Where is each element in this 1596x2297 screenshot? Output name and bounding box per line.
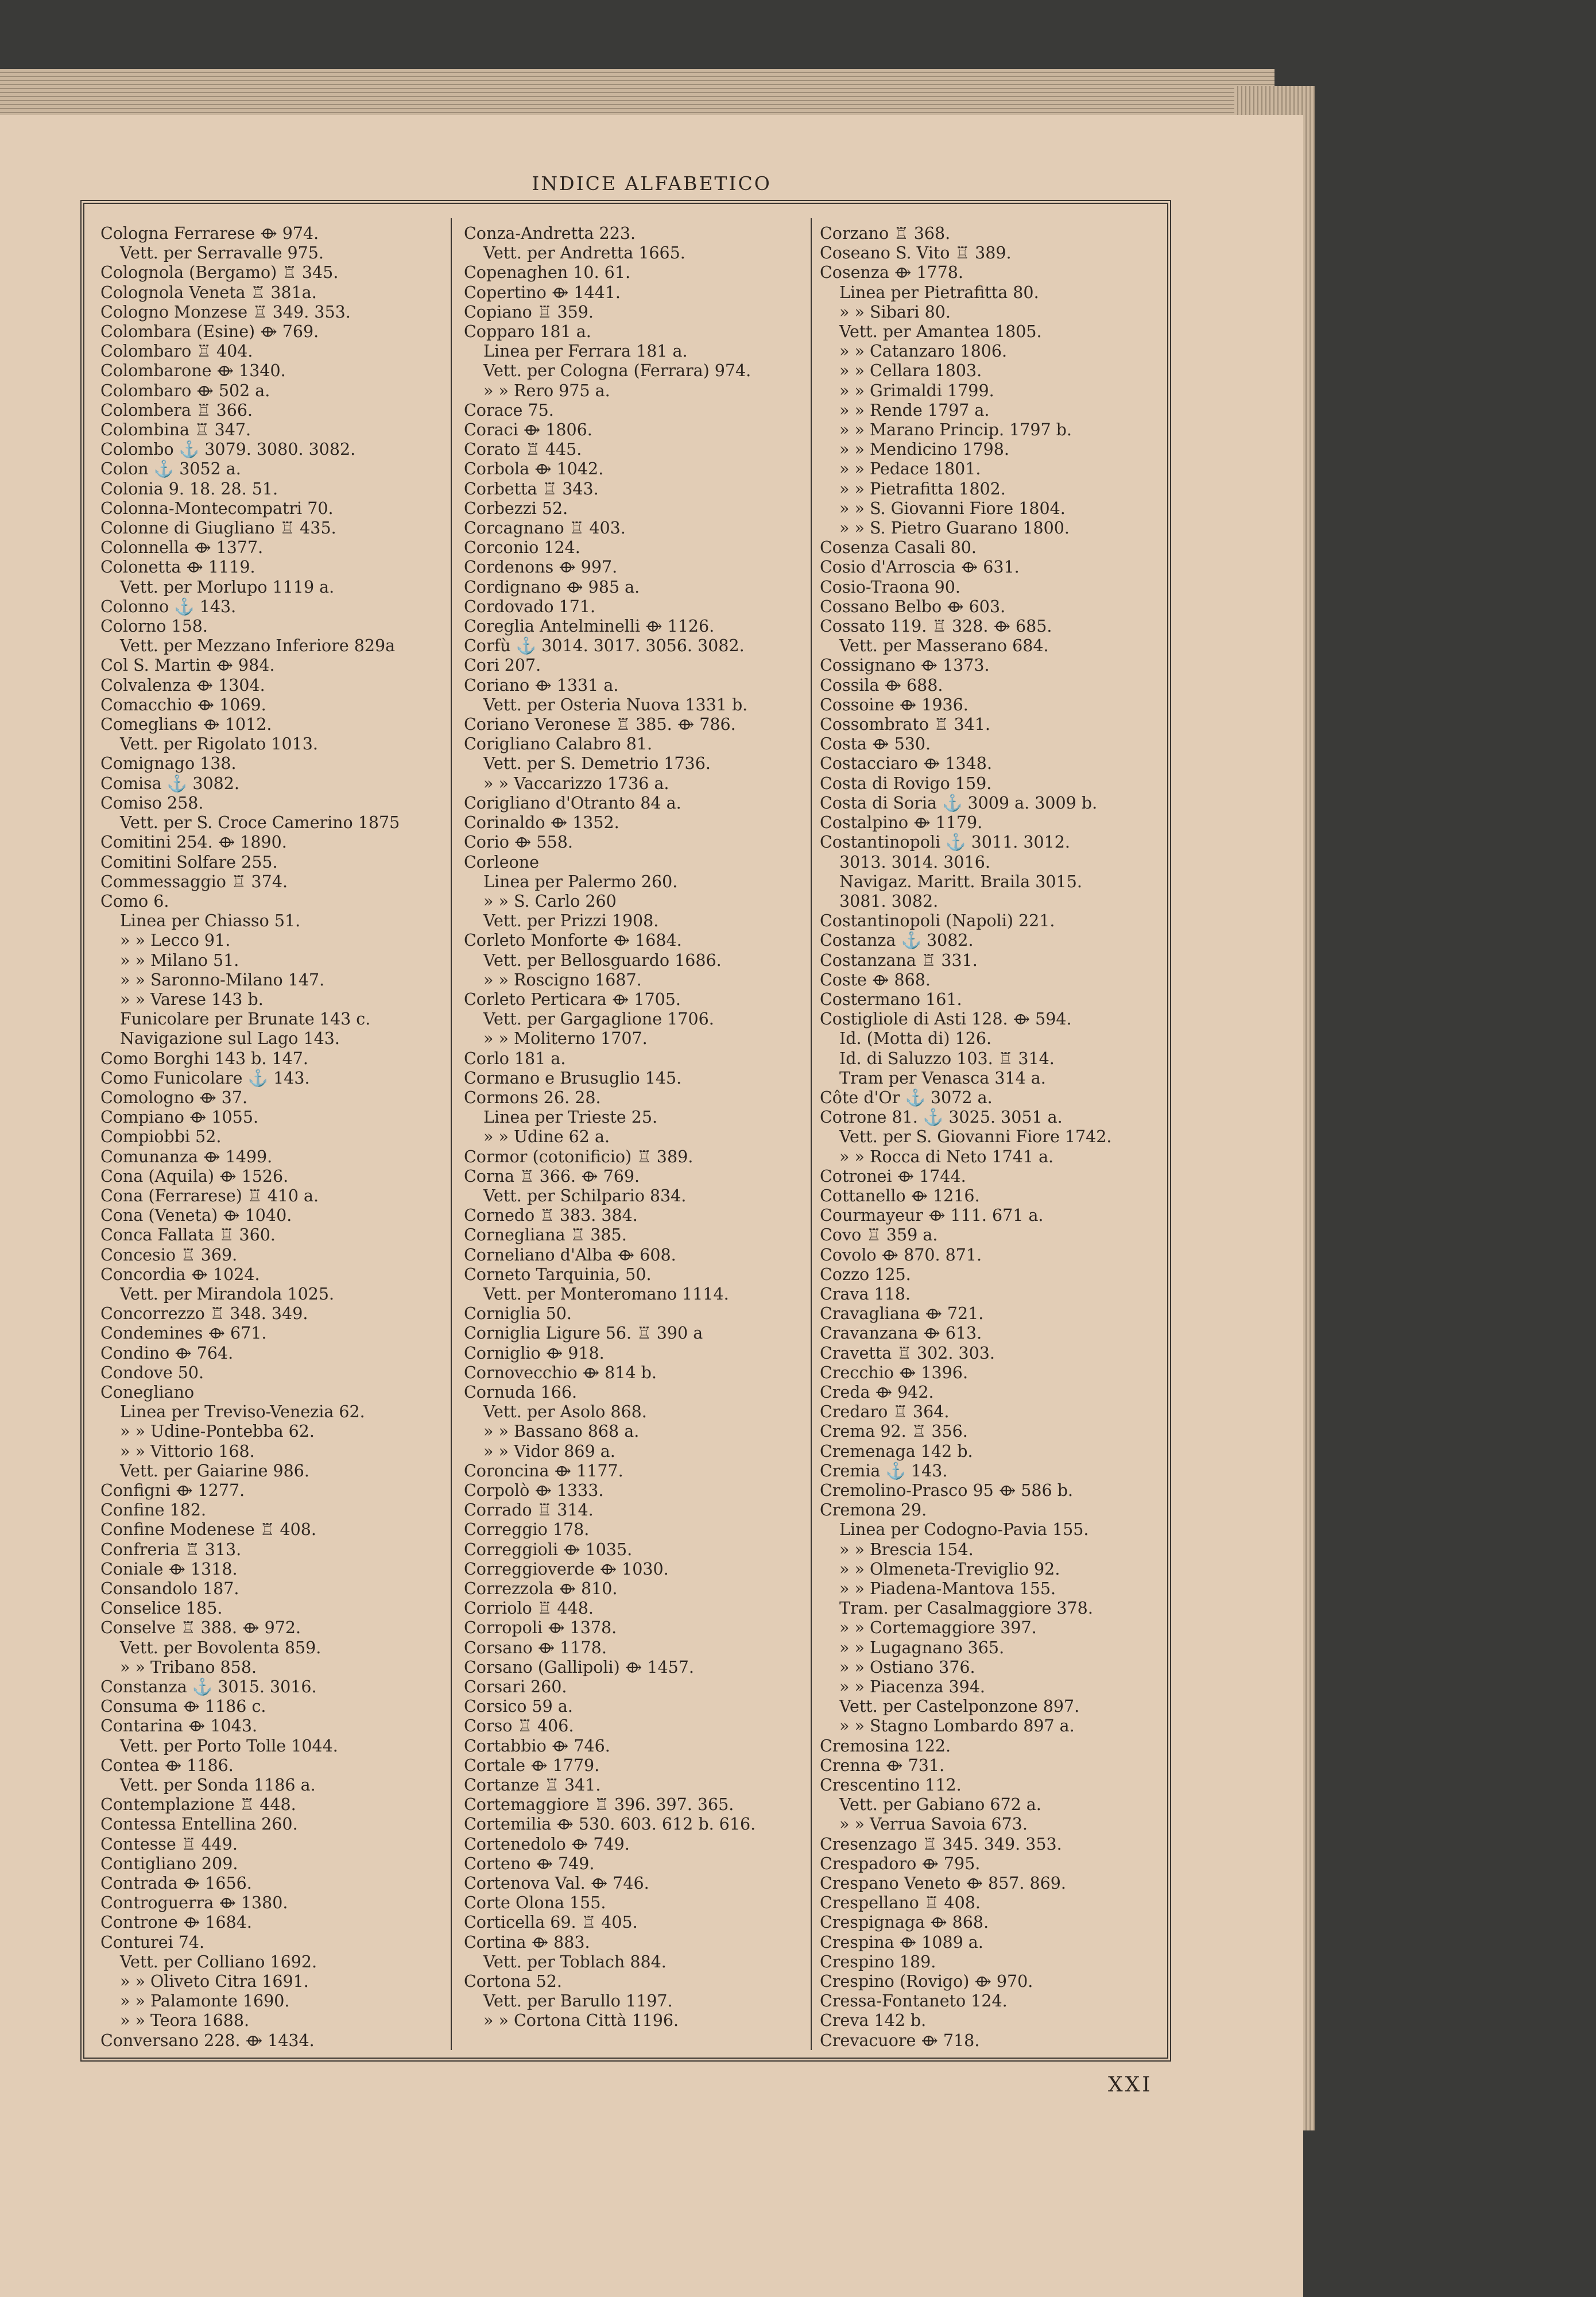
index-entry: Colonia 9. 18. 28. 51.	[100, 479, 278, 498]
index-entry: Costermano 161.	[820, 989, 962, 1009]
index-entry: » » Milano 51.	[120, 950, 239, 970]
index-entry: » » Cellara 1803.	[839, 361, 982, 381]
index-entry: Navigaz. Maritt. Braila 3015.	[839, 872, 1082, 891]
index-entry: Constanza ⚓ 3015. 3016.	[100, 1677, 317, 1697]
index-entry: Concesio ♖ 369.	[100, 1245, 238, 1264]
index-entry: » » Vittorio 168.	[120, 1441, 255, 1461]
index-entry: Confine 182.	[100, 1501, 207, 1520]
index-entry: Correggioverde ⟴ 1030.	[464, 1559, 669, 1579]
index-entry: Cozzo 125.	[820, 1264, 911, 1284]
index-entry: » » Rende 1797 a.	[839, 400, 990, 420]
index-entry: Credaro ♖ 364.	[820, 1402, 950, 1422]
index-entry: Crespellano ♖ 408.	[820, 1893, 981, 1913]
index-entry: Configni ⟴ 1277.	[100, 1481, 245, 1500]
index-entry: Costa di Soria ⚓ 3009 a. 3009 b.	[820, 793, 1098, 813]
index-entry: Corropoli ⟴ 1378.	[464, 1618, 617, 1638]
index-entry: Como 6.	[100, 891, 169, 911]
index-entry: Cordovado 171.	[464, 597, 596, 616]
index-entry: Corsano (Gallipoli) ⟴ 1457.	[464, 1657, 694, 1677]
index-entry: » » Piacenza 394.	[839, 1677, 985, 1697]
index-entry: Corniglia Ligure 56. ♖ 390 a	[464, 1324, 703, 1343]
index-entry: Cosenza ⟴ 1778.	[820, 263, 963, 283]
index-entry: » » Teora 1688.	[120, 2011, 250, 2031]
index-entry: Vett. per Mirandola 1025.	[120, 1284, 335, 1304]
index-entry: Cravanzana ⟴ 613.	[820, 1324, 982, 1343]
index-entry: Cossombrato ♖ 341.	[820, 715, 990, 734]
index-entry: » » Vaccarizzo 1736 a.	[483, 774, 669, 793]
index-entry: Cormano e Brusuglio 145.	[464, 1068, 682, 1088]
index-entry: Correggioli ⟴ 1035.	[464, 1540, 633, 1559]
index-column-2	[464, 224, 803, 2044]
index-entry: » » Sibari 80.	[839, 302, 951, 322]
index-entry: » » Olmeneta-Treviglio 92.	[839, 1559, 1060, 1579]
index-entry: Corcagnano ♖ 403.	[464, 519, 626, 538]
index-entry: Cortemaggiore ♖ 396. 397. 365.	[464, 1795, 734, 1815]
index-entry: Vett. per Monteromano 1114.	[483, 1284, 729, 1304]
index-entry: Controne ⟴ 1684.	[100, 1913, 252, 1932]
index-entry: Corbola ⟴ 1042.	[464, 459, 604, 479]
index-entry: Corigliano Calabro 81.	[464, 734, 653, 754]
index-entry: » » Marano Princip. 1797 b.	[839, 420, 1072, 440]
index-entry: Cornovecchio ⟴ 814 b.	[464, 1363, 657, 1382]
index-entry: Linea per Ferrara 181 a.	[483, 342, 688, 361]
index-entry: Col S. Martin ⟴ 984.	[100, 656, 275, 675]
index-entry: Cornegliana ♖ 385.	[464, 1225, 627, 1245]
index-entry: » » Palamonte 1690.	[120, 1991, 290, 2011]
index-entry: Vett. per Barullo 1197.	[483, 1991, 673, 2011]
index-entry: 3013. 3014. 3016.	[839, 852, 990, 872]
index-entry: Vett. per Serravalle 975.	[120, 243, 324, 263]
index-entry: Cremona 29.	[820, 1501, 927, 1520]
index-entry: Coriano ⟴ 1331 a.	[464, 675, 619, 695]
index-entry: Como Borghi 143 b. 147.	[100, 1049, 308, 1068]
index-entry: Contea ⟴ 1186.	[100, 1755, 234, 1775]
index-entry: Commessaggio ♖ 374.	[100, 872, 288, 891]
index-entry: Cressa-Fontaneto 124.	[820, 1991, 1008, 2011]
index-entry: Correggio 178.	[464, 1520, 590, 1540]
index-entry: » » Udine 62 a.	[483, 1127, 610, 1147]
index-entry: Vett. per Gargaglione 1706.	[483, 1010, 714, 1029]
index-entry: Confine Modenese ♖ 408.	[100, 1520, 316, 1540]
index-entry: Cravetta ♖ 302. 303.	[820, 1343, 995, 1363]
index-entry: » » Pedace 1801.	[839, 459, 981, 479]
index-entry: Cortona 52.	[464, 1972, 562, 1991]
index-entry: Navigazione sul Lago 143.	[120, 1029, 340, 1049]
index-entry: » » Ostiano 376.	[839, 1657, 975, 1677]
index-entry: Contessa Entellina 260.	[100, 1815, 298, 1834]
index-entry: Conselice 185.	[100, 1599, 223, 1618]
index-entry: Colombara (Esine) ⟴ 769.	[100, 322, 319, 342]
index-entry: Colombo ⚓ 3079. 3080. 3082.	[100, 440, 356, 459]
index-entry: Corneliano d'Alba ⟴ 608.	[464, 1245, 676, 1264]
index-entry: » » Lecco 91.	[120, 931, 231, 950]
index-entry: Cossignano ⟴ 1373.	[820, 656, 990, 675]
index-entry: Conversano 228. ⟴ 1434.	[100, 2031, 315, 2050]
index-entry: Correzzola ⟴ 810.	[464, 1579, 618, 1599]
index-entry: Linea per Treviso-Venezia 62.	[120, 1402, 365, 1422]
index-entry: » » Saronno-Milano 147.	[120, 970, 325, 989]
index-entry: Corconio 124.	[464, 538, 580, 558]
index-entry: Cottanello ⟴ 1216.	[820, 1186, 980, 1205]
index-entry: Cortemilia ⟴ 530. 603. 612 b. 616.	[464, 1815, 756, 1834]
index-entry: Contesse ♖ 449.	[100, 1834, 238, 1854]
index-entry: Conturei 74.	[100, 1932, 205, 1952]
index-entry: » » Brescia 154.	[839, 1540, 974, 1559]
index-entry: Coroncina ⟴ 1177.	[464, 1461, 623, 1480]
index-entry: Cologna Ferrarese ⟴ 974.	[100, 224, 319, 243]
index-entry: Corteno ⟴ 749.	[464, 1854, 595, 1873]
index-entry: Corso ♖ 406.	[464, 1716, 574, 1736]
index-entry: Costantinopoli ⚓ 3011. 3012.	[820, 833, 1070, 852]
index-entry: » » S. Pietro Guarano 1800.	[839, 519, 1070, 538]
index-entry: Cossano Belbo ⟴ 603.	[820, 597, 1006, 616]
index-entry: Cornuda 166.	[464, 1382, 578, 1402]
index-entry: Colombarone ⟴ 1340.	[100, 361, 286, 381]
index-entry: Vett. per Bovolenta 859.	[120, 1638, 321, 1657]
index-entry: Comologno ⟴ 37.	[100, 1088, 248, 1107]
index-entry: Colognola Veneta ♖ 381a.	[100, 283, 317, 302]
index-entry: Cosenza Casali 80.	[820, 538, 977, 558]
index-entry: Linea per Trieste 25.	[483, 1108, 658, 1127]
index-entry: Copertino ⟴ 1441.	[464, 283, 621, 302]
index-entry: » » S. Carlo 260	[483, 891, 617, 911]
index-entry: Condemines ⟴ 671.	[100, 1324, 267, 1343]
index-entry: Corna ♖ 366. ⟴ 769.	[464, 1166, 640, 1186]
index-entry: Coniale ⟴ 1318.	[100, 1559, 238, 1579]
index-entry: Cordignano ⟴ 985 a.	[464, 577, 640, 597]
index-entry: Creda ⟴ 942.	[820, 1382, 934, 1402]
index-entry: Consandolo 187.	[100, 1579, 239, 1599]
index-entry: » » Stagno Lombardo 897 a.	[839, 1716, 1075, 1736]
index-entry: » » Rocca di Neto 1741 a.	[839, 1147, 1054, 1166]
index-entry: Conza-Andretta 223.	[464, 224, 636, 243]
index-entry: Corniglia 50.	[464, 1304, 572, 1324]
index-entry: Id. di Saluzzo 103. ♖ 314.	[839, 1049, 1055, 1068]
index-column-3	[820, 224, 1164, 2050]
index-entry: Cona (Aquila) ⟴ 1526.	[100, 1166, 289, 1186]
index-entry: Vett. per Masserano 684.	[839, 636, 1049, 656]
index-entry: Coriano Veronese ♖ 385. ⟴ 786.	[464, 715, 736, 734]
index-entry: Colonna-Montecompatri 70.	[100, 498, 334, 518]
index-entry: Vett. per Osteria Nuova 1331 b.	[483, 695, 748, 714]
index-entry: Crenna ⟴ 731.	[820, 1755, 945, 1775]
index-entry: Comisa ⚓ 3082.	[100, 774, 239, 793]
index-entry: Compiano ⟴ 1055.	[100, 1108, 259, 1127]
index-entry: Linea per Codogno-Pavia 155.	[839, 1520, 1089, 1540]
index-entry: Corace 75.	[464, 400, 554, 420]
index-entry: Coreglia Antelminelli ⟴ 1126.	[464, 617, 715, 636]
index-entry: Vett. per S. Demetrio 1736.	[483, 754, 711, 774]
index-entry: Vett. per Mezzano Inferiore 829a	[120, 636, 396, 656]
index-entry: Cortenova Val. ⟴ 746.	[464, 1874, 649, 1893]
running-header: INDICE ALFABETICO	[532, 172, 772, 195]
index-entry: Cosio d'Arroscia ⟴ 631.	[820, 558, 1020, 577]
index-entry: Cremosina 122.	[820, 1736, 951, 1755]
index-entry: Colonno ⚓ 143.	[100, 597, 237, 616]
index-entry: Corsari 260.	[464, 1677, 567, 1697]
index-entry: Vett. per S. Giovanni Fiore 1742.	[839, 1127, 1112, 1147]
index-entry: Cologno Monzese ♖ 349. 353.	[100, 302, 351, 322]
index-entry: Corbetta ♖ 343.	[464, 479, 599, 498]
index-entry: » » Rero 975 a.	[483, 381, 610, 400]
index-entry: Confreria ♖ 313.	[100, 1540, 242, 1559]
index-entry: Como Funicolare ⚓ 143.	[100, 1068, 310, 1088]
index-entry: Comacchio ⟴ 1069.	[100, 695, 266, 714]
index-entry: » » Oliveto Citra 1691.	[120, 1972, 309, 1991]
index-entry: Corticella 69. ♖ 405.	[464, 1913, 638, 1932]
index-entry: Courmayeur ⟴ 111. 671 a.	[820, 1206, 1044, 1225]
index-entry: Compiobbi 52.	[100, 1127, 222, 1147]
index-entry: Vett. per Castelponzone 897.	[839, 1697, 1080, 1716]
index-entry: Cossato 119. ♖ 328. ⟴ 685.	[820, 617, 1052, 636]
index-entry: Vett. per Toblach 884.	[483, 1952, 667, 1971]
index-entry: » » Moliterno 1707.	[483, 1029, 648, 1049]
index-entry: Corneto Tarquinia, 50.	[464, 1264, 652, 1284]
index-entry: Vett. per S. Croce Camerino 1875	[120, 813, 400, 833]
index-entry: Condove 50.	[100, 1363, 204, 1382]
index-entry: Cornedo ♖ 383. 384.	[464, 1206, 638, 1225]
column-divider	[451, 218, 452, 2050]
index-entry: Coste ⟴ 868.	[820, 970, 931, 989]
index-entry: Costalpino ⟴ 1179.	[820, 813, 983, 833]
index-entry: Crespadoro ⟴ 795.	[820, 1854, 981, 1873]
index-entry: Cremolino-Prasco 95 ⟴ 586 b.	[820, 1481, 1074, 1500]
index-entry: Vett. per Prizzi 1908.	[483, 911, 659, 931]
index-entry: Copiano ♖ 359.	[464, 302, 594, 322]
index-entry: Corriolo ♖ 448.	[464, 1599, 594, 1618]
index-entry: Crespignaga ⟴ 868.	[820, 1913, 989, 1932]
index-entry: Creva 142 b.	[820, 2011, 927, 2031]
index-entry: Colonetta ⟴ 1119.	[100, 558, 255, 577]
index-entry: Conca Fallata ♖ 360.	[100, 1225, 276, 1245]
page-stack-top-edge	[0, 69, 1275, 121]
index-entry: Vett. per Gaiarine 986.	[120, 1461, 309, 1480]
index-entry: Cotrone 81. ⚓ 3025. 3051 a.	[820, 1108, 1063, 1127]
index-entry: Vett. per Morlupo 1119 a.	[120, 577, 335, 597]
index-entry: Comeglians ⟴ 1012.	[100, 715, 272, 734]
index-entry: Cravagliana ⟴ 721.	[820, 1304, 984, 1324]
index-entry: Cormons 26. 28.	[464, 1088, 601, 1107]
index-entry: Cosio-Traona 90.	[820, 577, 960, 597]
index-entry: Tram. per Casalmaggiore 378.	[839, 1599, 1093, 1618]
index-entry: » » Catanzaro 1806.	[839, 342, 1008, 361]
index-entry: » » Tribano 858.	[120, 1657, 257, 1677]
index-entry: Costigliole di Asti 128. ⟴ 594.	[820, 1010, 1072, 1029]
index-entry: Vett. per Colliano 1692.	[120, 1952, 317, 1971]
index-entry: Corsico 59 a.	[464, 1697, 573, 1716]
index-entry: Condino ⟴ 764.	[100, 1343, 234, 1363]
index-entry: Colvalenza ⟴ 1304.	[100, 675, 265, 695]
index-entry: Colorno 158.	[100, 617, 208, 636]
index-entry: Comignago 138.	[100, 754, 237, 774]
index-entry: Cortanze ♖ 341.	[464, 1776, 601, 1795]
index-entry: Colombera ♖ 366.	[100, 400, 253, 420]
index-entry: Cresenzago ♖ 345. 349. 353.	[820, 1834, 1062, 1854]
index-entry: Tram per Venasca 314 a.	[839, 1068, 1046, 1088]
index-entry: Funicolare per Brunate 143 c.	[120, 1010, 371, 1029]
index-entry: » » Varese 143 b.	[120, 989, 264, 1009]
index-entry: Corbezzi 52.	[464, 498, 568, 518]
page-number: XXI	[1108, 2073, 1153, 2097]
index-entry: Corzano ♖ 368.	[820, 224, 951, 243]
index-entry: Corniglio ⟴ 918.	[464, 1343, 605, 1363]
index-entry: Corato ♖ 445.	[464, 440, 582, 459]
index-entry: Costanzana ♖ 331.	[820, 950, 978, 970]
index-entry: Concorrezzo ♖ 348. 349.	[100, 1304, 308, 1324]
index-entry: Vett. per Andretta 1665.	[483, 243, 685, 263]
index-entry: » » Vidor 869 a.	[483, 1441, 615, 1461]
index-entry: Corsano ⟴ 1178.	[464, 1638, 607, 1657]
index-entry: Cortina ⟴ 883.	[464, 1932, 590, 1952]
index-entry: » » Piadena-Mantova 155.	[839, 1579, 1056, 1599]
index-entry: Coseano S. Vito ♖ 389.	[820, 243, 1012, 263]
index-entry: Copparo 181 a.	[464, 322, 591, 342]
index-entry: Cona (Veneta) ⟴ 1040.	[100, 1206, 292, 1225]
index-entry: Vett. per Amantea 1805.	[839, 322, 1042, 342]
index-entry: Crescentino 112.	[820, 1776, 962, 1795]
index-entry: Crespano Veneto ⟴ 857. 869.	[820, 1874, 1066, 1893]
index-entry: Consuma ⟴ 1186 c.	[100, 1697, 266, 1716]
index-entry: Comiso 258.	[100, 793, 204, 813]
index-entry: Vett. per Schilpario 834.	[483, 1186, 687, 1205]
index-entry: Conegliano	[100, 1382, 195, 1402]
index-entry: Costanza ⚓ 3082.	[820, 931, 974, 950]
index-entry: Colonne di Giugliano ♖ 435.	[100, 519, 336, 538]
index-entry: Corigliano d'Otranto 84 a.	[464, 793, 681, 813]
index-entry: Comitini 254. ⟴ 1890.	[100, 833, 287, 852]
index-entry: Conselve ♖ 388. ⟴ 972.	[100, 1618, 301, 1638]
index-entry: Costa di Rovigo 159.	[820, 774, 992, 793]
index-entry: Contemplazione ♖ 448.	[100, 1795, 296, 1815]
index-entry: Linea per Palermo 260.	[483, 872, 678, 891]
index-entry: Comitini Solfare 255.	[100, 852, 278, 872]
index-entry: » » Grimaldi 1799.	[839, 381, 994, 400]
index-entry: Cortabbio ⟴ 746.	[464, 1736, 610, 1755]
index-entry: Contrada ⟴ 1656.	[100, 1874, 252, 1893]
index-entry: » » Verrua Savoia 673.	[839, 1815, 1028, 1834]
index-entry: Id. (Motta di) 126.	[839, 1029, 992, 1049]
index-entry: Côte d'Or ⚓ 3072 a.	[820, 1088, 993, 1107]
index-entry: Cremenaga 142 b.	[820, 1441, 973, 1461]
index-entry: Controguerra ⟴ 1380.	[100, 1893, 288, 1913]
index-entry: Crespina ⟴ 1089 a.	[820, 1932, 983, 1952]
index-entry: Costacciaro ⟴ 1348.	[820, 754, 993, 774]
index-entry: Crema 92. ♖ 356.	[820, 1422, 968, 1441]
column-divider	[811, 218, 812, 2050]
index-entry: » » Roscigno 1687.	[483, 970, 642, 989]
index-entry: Crevacuore ⟴ 718.	[820, 2031, 980, 2050]
index-entry: Comunanza ⟴ 1499.	[100, 1147, 273, 1166]
index-entry: Vett. per Gabiano 672 a.	[839, 1795, 1041, 1815]
index-entry: Vett. per Porto Tolle 1044.	[120, 1736, 338, 1755]
index-entry: Vett. per Asolo 868.	[483, 1402, 647, 1422]
index-entry: Colonnella ⟴ 1377.	[100, 538, 264, 558]
index-entry: » » Pietrafitta 1802.	[839, 479, 1006, 498]
index-entry: Linea per Pietrafitta 80.	[839, 283, 1039, 302]
index-entry: Copenaghen 10. 61.	[464, 263, 631, 283]
index-entry: Crespino (Rovigo) ⟴ 970.	[820, 1972, 1033, 1991]
index-entry: Vett. per Sonda 1186 a.	[120, 1776, 316, 1795]
index-entry: Corleto Monforte ⟴ 1684.	[464, 931, 682, 950]
index-entry: Covolo ⟴ 870. 871.	[820, 1245, 982, 1264]
index-entry: Linea per Chiasso 51.	[120, 911, 301, 931]
index-entry: Corleto Perticara ⟴ 1705.	[464, 989, 681, 1009]
index-entry: Contigliano 209.	[100, 1854, 238, 1873]
index-entry: Cremia ⚓ 143.	[820, 1461, 948, 1480]
index-entry: Corte Olona 155.	[464, 1893, 606, 1913]
index-entry: Cotronei ⟴ 1744.	[820, 1166, 966, 1186]
index-entry: Colombina ♖ 347.	[100, 420, 251, 440]
index-entry: Corio ⟴ 558.	[464, 833, 573, 852]
index-entry: Cona (Ferrarese) ♖ 410 a.	[100, 1186, 319, 1205]
index-entry: Colombaro ⟴ 502 a.	[100, 381, 270, 400]
index-entry: Cordenons ⟴ 997.	[464, 558, 618, 577]
index-entry: Cortenedolo ⟴ 749.	[464, 1834, 630, 1854]
index-entry: Corrado ♖ 314.	[464, 1501, 594, 1520]
index-entry: Costantinopoli (Napoli) 221.	[820, 911, 1055, 931]
index-entry: Crespino 189.	[820, 1952, 936, 1971]
index-entry: Concordia ⟴ 1024.	[100, 1264, 260, 1284]
index-entry: Colognola (Bergamo) ♖ 345.	[100, 263, 339, 283]
index-entry: Cortale ⟴ 1779.	[464, 1755, 600, 1775]
index-entry: » » Cortona Città 1196.	[483, 2011, 679, 2031]
index-entry: Colon ⚓ 3052 a.	[100, 459, 241, 479]
index-entry: Cossila ⟴ 688.	[820, 675, 943, 695]
index-entry: Coraci ⟴ 1806.	[464, 420, 592, 440]
index-entry: 3081. 3082.	[839, 891, 939, 911]
index-entry: Crecchio ⟴ 1396.	[820, 1363, 969, 1382]
index-entry: » » Cortemaggiore 397.	[839, 1618, 1037, 1638]
index-entry: Costa ⟴ 530.	[820, 734, 931, 754]
index-entry: » » Udine-Pontebba 62.	[120, 1422, 315, 1441]
index-entry: Corinaldo ⟴ 1352.	[464, 813, 619, 833]
index-entry: » » Bassano 868 a.	[483, 1422, 640, 1441]
index-entry: Contarina ⟴ 1043.	[100, 1716, 258, 1736]
index-entry: Covo ♖ 359 a.	[820, 1225, 938, 1245]
index-entry: Corfù ⚓ 3014. 3017. 3056. 3082.	[464, 636, 745, 656]
index-entry: Vett. per Bellosguardo 1686.	[483, 950, 722, 970]
index-entry: Vett. per Rigolato 1013.	[120, 734, 318, 754]
index-entry: Cossoine ⟴ 1936.	[820, 695, 969, 714]
index-entry: Corleone	[464, 852, 539, 872]
index-column-1	[100, 224, 436, 2050]
index-entry: » » Mendicino 1798.	[839, 440, 1009, 459]
index-entry: Cori 207.	[464, 656, 541, 675]
index-entry: Cormor (cotonificio) ♖ 389.	[464, 1147, 694, 1166]
index-entry: Crava 118.	[820, 1284, 911, 1304]
index-entry: Vett. per Cologna (Ferrara) 974.	[483, 361, 751, 381]
index-entry: » » Lugagnano 365.	[839, 1638, 1005, 1657]
index-entry: Corpolò ⟴ 1333.	[464, 1481, 604, 1500]
index-entry: Colombaro ♖ 404.	[100, 342, 253, 361]
index-entry: » » S. Giovanni Fiore 1804.	[839, 498, 1066, 518]
index-entry: Corlo 181 a.	[464, 1049, 566, 1068]
